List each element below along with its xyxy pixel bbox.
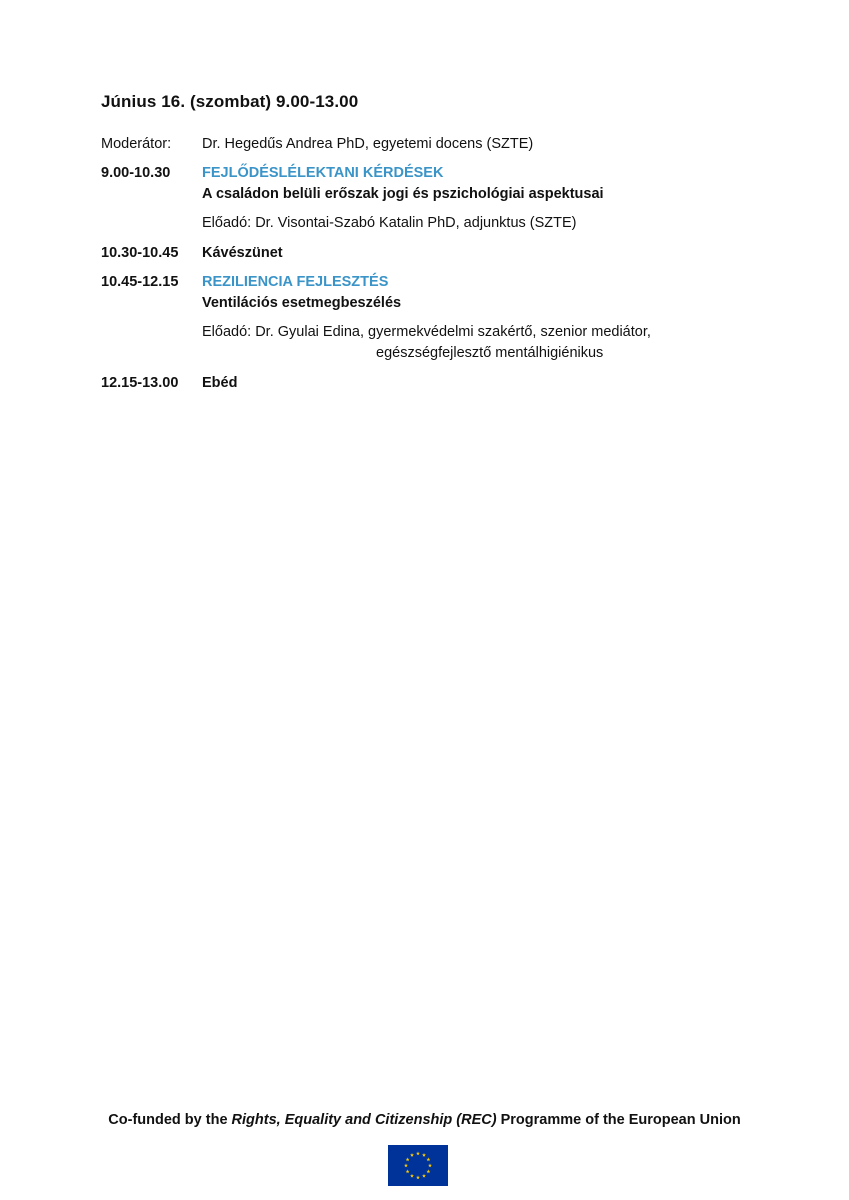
session-title: Ebéd	[202, 375, 238, 391]
session-title: Kávészünet	[202, 245, 283, 261]
session-speaker-continuation: egészségfejlesztő mentálhigiénikus	[376, 345, 604, 361]
session-time: 12.15-13.00	[101, 375, 179, 391]
moderator-value: Dr. Hegedűs Andrea PhD, egyetemi docens (SZTE)	[202, 136, 534, 152]
session-time: 10.30-10.45	[101, 245, 179, 261]
funding-programme: Rights, Equality and Citizenship (REC)	[231, 1112, 497, 1128]
session-time: 10.45-12.15	[101, 274, 179, 290]
eu-flag-icon	[388, 1145, 448, 1186]
funding-statement	[0, 1112, 849, 1128]
eu-flag-background	[388, 1145, 448, 1186]
session-speaker: Előadó: Dr. Gyulai Edina, gyermekvédelmi szakértő, szenior mediátor,	[202, 324, 651, 340]
session-category: REZILIENCIA FEJLESZTÉS	[202, 274, 389, 290]
funding-prefix: Co-funded by the	[108, 1112, 232, 1128]
page-title: Június 16. (szombat) 9.00-13.00	[101, 92, 359, 111]
funding-suffix: Programme of the European Union	[496, 1112, 741, 1128]
session-title: A családon belüli erőszak jogi és pszichológiai aspektusai	[202, 186, 604, 202]
session-speaker: Előadó: Dr. Visontai-Szabó Katalin PhD, adjunktus (SZTE)	[202, 215, 577, 231]
session-time: 9.00-10.30	[101, 165, 171, 181]
session-category: FEJLŐDÉSLÉLEKTANI KÉRDÉSEK	[202, 165, 444, 181]
moderator-label: Moderátor:	[101, 136, 172, 152]
session-title: Ventilációs esetmegbeszélés	[202, 295, 402, 311]
